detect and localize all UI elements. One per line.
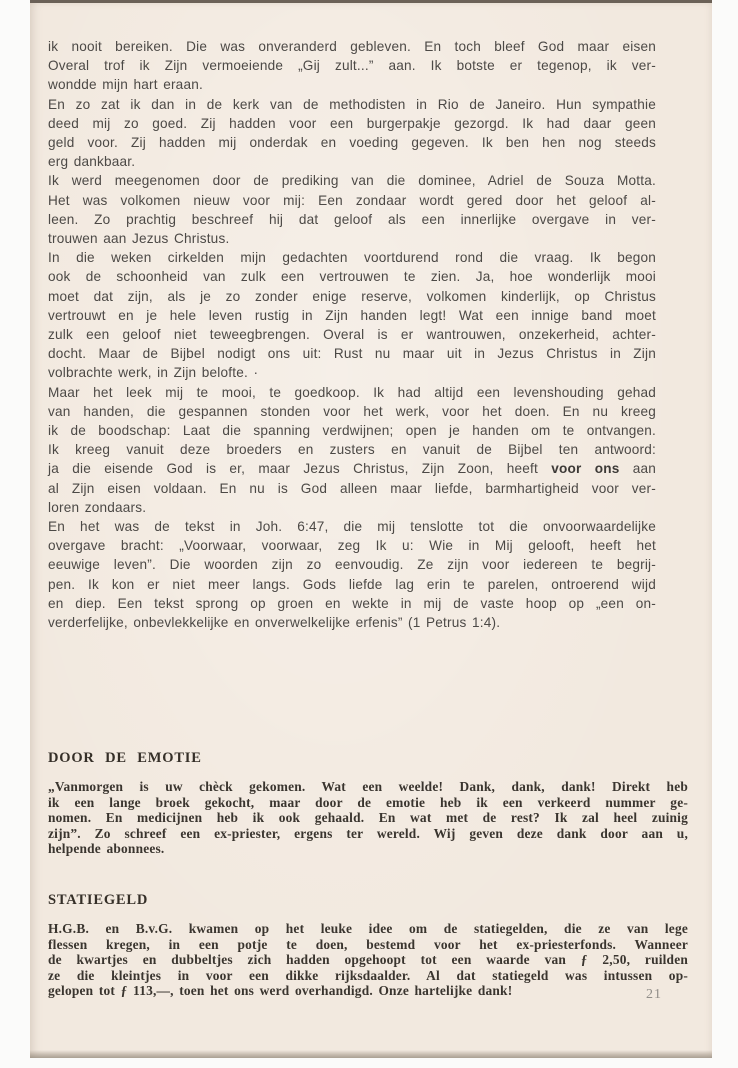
body-text [48,37,656,632]
text-line: de kwartjes en dubbeltjes zich hadden opgehoopt tot een waarde van ƒ 2,50, ruilden [48,952,688,968]
paragraph [48,171,656,248]
text-line: loren zondaars. [48,499,147,515]
paragraph [48,95,656,172]
text-line: zijn”. Zo schreef een ex-priester, ergens ter wereld. Wij geven deze dank door aan u, [48,825,688,841]
text-line: deed mij zo goed. Zij hadden voor een burgerpakje gezorgd. Ik had daar geen [48,115,656,131]
text-line: „Vanmorgen is uw chèck gekomen. Wat een weelde! Dank, dank, dank! Direkt heb [48,779,688,794]
text-line: moet dat zijn, als je zo zonder enige reserve, volkomen kinderlijk, op Christus [48,288,656,304]
paragraph [48,517,656,632]
text-line: H.G.B. en B.v.G. kwamen op het leuke idee om de statiegelden, die ze van lege [48,921,688,936]
text-line: flessen kregen, in een potje te doen, bestemd voor het ex-priesterfonds. Wanneer [48,936,688,952]
text-line: en diep. Een tekst sprong op groen en wekte in mij de vaste hoop op „een on- [48,595,656,611]
text-line: gelopen tot ƒ 113,—, toen het ons werd overhandigd. Onze hartelijke dank! [48,983,513,999]
text-line: leen. Zo prachtig beschreef hij dat geloof als een innerlijke overgave in ver- [48,211,656,227]
text-line: Maar het leek mij te mooi, te goedkoop. Ik had altijd een levenshouding gehad [48,384,656,400]
text-line: En het was de tekst in Joh. 6:47, die mij tenslotte tot die onvoorwaardelijke [48,519,656,535]
text-line: overgave bracht: „Voorwaar, voorwaar, zeg Ik u: Wie in Mij gelooft, heeft het [48,538,656,554]
text-line: Overal trof ik Zijn vermoeiende „Gij zult...” aan. Ik botste er tegenop, ik ver- [48,58,656,74]
text-line: helpende abonnees. [48,841,165,857]
text-line: pen. Ik kon er niet meer langs. Gods liefde lag erin te parelen, ontroerend wijd [48,576,656,592]
text-line: ook de schoonheid van zulk een vertrouwen te zien. Ja, hoe wonderlijk mooi [48,269,656,285]
paragraph [48,383,656,517]
text-line: In die weken cirkelden mijn gedachten voortdurend rond die vraag. Ik begon [48,250,656,266]
text-line: Ik kreeg vanuit deze broeders en zusters en vanuit de Bijbel ten antwoord: [48,442,656,458]
text-line: ik de boodschap: Laat die spanning verdwijnen; open je handen om te ontvangen. [48,423,656,439]
text-line: zulk een geloof niet teweegbrengen. Overal is er wantrouwen, onzekerheid, achter- [48,327,656,343]
page [30,0,712,1058]
text-line: Het was volkomen nieuw voor mij: Een zondaar wordt gered door het geloof al- [48,192,656,208]
text-line: eeuwige leven”. Die woorden zijn zo eenvoudig. Ze zijn voor iedereen te begrij- [48,557,656,573]
text-line: ze die kleintjes in voor een dikke rijksdaalder. Al dat statiegeld was intussen op- [48,967,688,983]
section-door-de-emotie [48,749,688,857]
paragraph [48,779,688,857]
paragraph [48,921,688,999]
text-line: van handen, die gespannen stonden voor het werk, voor het doen. En nu kreeg [48,403,656,419]
text-line: docht. Maar de Bijbel nodigt ons uit: Rust nu maar uit in Jezus Christus in Zijn [48,346,656,362]
text-line: ik nooit bereiken. Die was onveranderd gebleven. En toch bleef God maar eisen [48,39,656,54]
text-line: En zo zat ik dan in de kerk van de methodisten in Rio de Janeiro. Hun sympathie [48,96,656,112]
text-line: verderfelijke, onbevlekkelijke en onverwelkelijke erfenis” (1 Petrus 1:4). [48,615,501,631]
section-heading-door-de-emotie: DOOR DE EMOTIE [48,750,202,766]
text-line: al Zijn eisen voldaan. En nu is God alleen maar liefde, barmhartigheid voor ver- [48,480,656,496]
page-number: 21 [646,987,662,1002]
paragraph [48,37,656,95]
text-line: volbrachte werk, in Zijn belofte. · [48,365,259,381]
text-line: vertrouwt en je hele leven rustig in Zijn handen legt! Wat een innige band moet [48,307,656,323]
text-line: erg dankbaar. [48,154,136,170]
section-heading-statiegeld: STATIEGELD [48,892,149,908]
section-statiegeld [48,891,688,999]
text-line: nomen. En medicijnen heb ik ook gehaald. En wat met de rest? Ik zal heel zuinig [48,810,688,826]
text-line: ik een lange broek gekocht, maar door de emotie heb ik een verkeerd nummer ge- [48,794,688,810]
section-text-door-de-emotie [48,779,688,857]
paragraph [48,248,656,382]
section-text-statiegeld [48,921,688,999]
text-line: ja die eisende God is er, maar Jezus Christus, Zijn Zoon, heeft voor ons aan [48,461,656,477]
text-line: Ik werd meegenomen door de prediking van die dominee, Adriel de Souza Motta. [48,173,656,189]
text-line: wondde mijn hart eraan. [48,77,203,93]
text-line: geld voor. Zij hadden mij onderdak en voeding gegeven. Ik ben hen nog steeds [48,135,656,151]
text-line: trouwen aan Jezus Christus. [48,231,230,247]
